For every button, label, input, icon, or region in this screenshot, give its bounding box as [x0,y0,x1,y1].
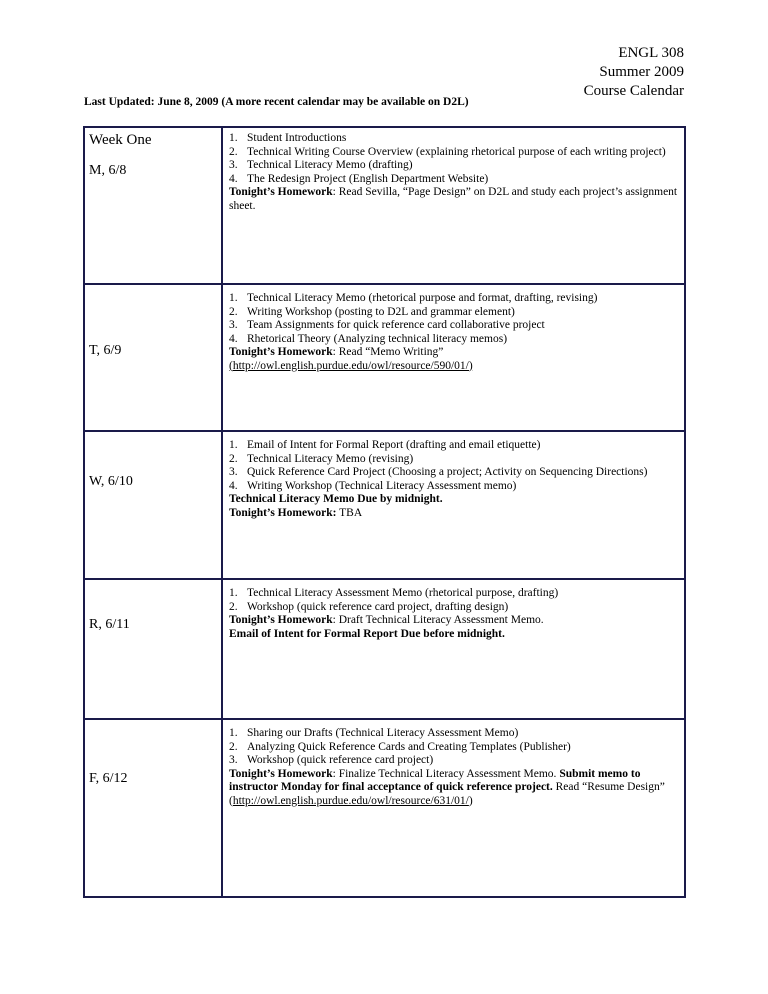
document-header [584,44,684,101]
list-item: 1. Student Introductions [229,132,347,144]
list-item: 3. Team Assignments for quick reference card collaborative project [229,319,545,331]
calendar-row [84,431,685,579]
list-item: 2. Workshop (quick reference card project, drafting design) [229,600,509,613]
homework: Tonight’s Homework: TBA [229,506,363,519]
due-note: Technical Literacy Memo Due by midnight. [229,493,443,505]
list-item: 2. Technical Writing Course Overview (explaining rhetorical purpose of each writing project) [229,145,666,158]
list-item: 4. The Redesign Project (English Department Website) [229,172,489,185]
day-cell [84,719,222,897]
list-item: 1. Technical Literacy Assessment Memo (rhetorical purpose, drafting) [229,587,559,599]
owl-link[interactable]: http://owl.english.purdue.edu/owl/resource/631/01/ [232,794,469,807]
course-code: ENGL 308 [618,45,684,61]
calendar-row [84,284,685,431]
list-item: 2. Technical Literacy Memo (revising) [229,452,414,465]
day-label: W, 6/10 [89,474,133,489]
homework: Tonight’s Homework: Read “Memo Writing” [229,346,444,358]
list-item: 3. Technical Literacy Memo (drafting) [229,159,413,171]
day-cell [84,284,222,431]
day-label: R, 6/11 [89,617,130,632]
day-cell [84,127,222,284]
list-item: 2. Writing Workshop (posting to D2L and grammar element) [229,305,515,318]
list-item: 3. Quick Reference Card Project (Choosing a project; Activity on Sequencing Directions) [229,466,648,478]
content-cell [222,127,685,284]
day-cell [84,431,222,579]
day-label: M, 6/8 [89,162,127,178]
day-label: F, 6/12 [89,771,128,786]
week-label: Week One [89,132,152,148]
owl-link[interactable]: (http://owl.english.purdue.edu/owl/resource/590/01/) [229,359,473,372]
content-cell [222,431,685,579]
list-item: 1. Sharing our Drafts (Technical Literacy Assessment Memo) [229,727,519,739]
last-updated-note: Last Updated: June 8, 2009 (A more recent calendar may be available on D2L) [84,96,469,108]
calendar-row [84,127,685,284]
content-cell [222,579,685,719]
list-item: 1. Email of Intent for Formal Report (drafting and email etiquette) [229,439,541,451]
homework: Tonight’s Homework: Draft Technical Literacy Assessment Memo. [229,614,544,626]
homework: Tonight’s Homework: Read Sevilla, “Page Design” on D2L and study each project’s assignment sheet. [229,186,678,212]
day-cell [84,579,222,719]
homework: Tonight’s Homework: Finalize Technical Literacy Assessment Memo. Submit memo to instructor Monday for final acceptance of quick reference project. Read “Resume Design” (http://owl.english.purdue.edu/owl/resource/631/01/) [229,767,665,807]
list-item: 4. Writing Workshop (Technical Literacy Assessment memo) [229,479,517,492]
list-item: 1. Technical Literacy Memo (rhetorical purpose and format, drafting, revising) [229,292,598,304]
list-item: 4. Rhetorical Theory (Analyzing technical literacy memos) [229,332,508,345]
list-item: 2. Analyzing Quick Reference Cards and Creating Templates (Publisher) [229,740,571,753]
term: Summer 2009 [599,64,684,80]
document-title: Course Calendar [583,83,684,99]
list-item: 3. Workshop (quick reference card project) [229,754,434,766]
day-label: T, 6/9 [89,343,122,358]
course-calendar-table [83,126,686,898]
content-cell [222,284,685,431]
due-note: Email of Intent for Formal Report Due before midnight. [229,627,505,640]
calendar-row [84,579,685,719]
content-cell [222,719,685,897]
calendar-row [84,719,685,897]
